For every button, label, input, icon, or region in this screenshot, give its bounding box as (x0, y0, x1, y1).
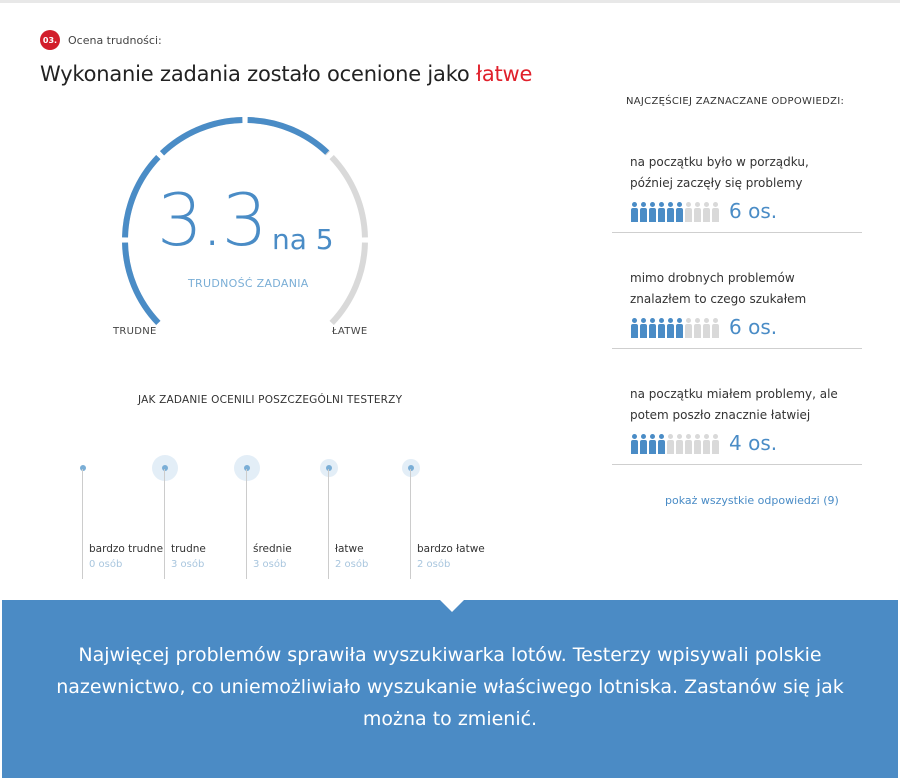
rating-dot (80, 465, 86, 471)
section-number-badge: 03. (40, 30, 60, 50)
person-icon (711, 202, 719, 222)
person-head (695, 202, 700, 207)
person-body (685, 324, 692, 338)
person-body (658, 440, 665, 454)
person-body (676, 440, 683, 454)
person-icon (657, 434, 665, 454)
person-body (694, 440, 701, 454)
person-head (632, 318, 637, 323)
rating-count: 3 osób (171, 559, 205, 570)
person-icon (648, 318, 656, 338)
rating-count: 3 osób (253, 559, 287, 570)
person-head (677, 318, 682, 323)
title-text: Wykonanie zadania zostało ocenione jako (40, 62, 477, 86)
person-body (631, 440, 638, 454)
person-body (649, 324, 656, 338)
person-head (659, 434, 664, 439)
gauge-track-segment (332, 243, 365, 323)
person-head (632, 434, 637, 439)
answer-divider (612, 232, 862, 233)
person-head (677, 202, 682, 207)
person-head (650, 318, 655, 323)
person-head (668, 434, 673, 439)
person-head (713, 318, 718, 323)
answer-count: 6 os. (729, 199, 778, 223)
rating-label: średnie (253, 543, 292, 555)
person-icon (666, 202, 674, 222)
person-icon (675, 202, 683, 222)
person-head (686, 202, 691, 207)
person-body (667, 324, 674, 338)
person-icon (630, 318, 638, 338)
gauge-fill-segment (125, 157, 158, 237)
person-icon (684, 202, 692, 222)
banner-notch (440, 600, 464, 612)
person-body (712, 440, 719, 454)
person-icon (666, 318, 674, 338)
answer-count: 6 os. (729, 315, 778, 339)
page-title (40, 62, 532, 86)
person-head (641, 318, 646, 323)
person-icon (702, 434, 710, 454)
person-body (649, 440, 656, 454)
answer-item (612, 152, 862, 270)
rating-count: 0 osób (89, 559, 123, 570)
person-icon (648, 434, 656, 454)
tester-ratings (0, 455, 520, 585)
rating-column (50, 455, 164, 575)
people-icons (630, 202, 719, 222)
person-icon (693, 202, 701, 222)
answer-text: mimo drobnych problemów znalazłem to czego szukałem (630, 271, 807, 306)
rating-label: łatwe (335, 543, 364, 555)
person-body (640, 440, 647, 454)
person-icon (657, 202, 665, 222)
section-header (40, 30, 162, 50)
person-head (650, 202, 655, 207)
gauge-scale: na 5 (272, 223, 334, 256)
person-body (658, 324, 665, 338)
person-head (713, 434, 718, 439)
gauge-caption: TRUDNOŚĆ ZADANIA (188, 277, 309, 290)
person-icon (666, 434, 674, 454)
summary-text: Najwięcej problemów sprawiła wyszukiwarka lotów. Testerzy wpisywali polskie nazewnictwo, co uniemożliwiało wyszukanie właściwego lotniska. Zastanów się jak można to zmienić. (56, 644, 844, 730)
person-head (659, 318, 664, 323)
rating-count: 2 osób (335, 559, 369, 570)
person-head (668, 202, 673, 207)
person-icon (675, 434, 683, 454)
testers-title: JAK ZADANIE OCENILI POSZCZEGÓLNI TESTERZY (138, 394, 403, 406)
top-divider (0, 0, 900, 3)
answer-text: na początku miałem problemy, ale potem poszło znacznie łatwiej (630, 387, 838, 422)
rating-count: 2 osób (417, 559, 451, 570)
person-body (712, 208, 719, 222)
gauge-fill-segment (248, 120, 328, 152)
person-body (649, 208, 656, 222)
person-body (703, 440, 710, 454)
rating-dot (408, 465, 414, 471)
person-body (694, 208, 701, 222)
person-icon (630, 202, 638, 222)
person-body (631, 324, 638, 338)
answer-divider (612, 348, 862, 349)
person-head (659, 202, 664, 207)
person-icon (639, 318, 647, 338)
rating-stem (82, 469, 83, 579)
answer-text: na początku było w porządku, później zaczęły się problemy (630, 155, 809, 190)
rating-column (132, 455, 222, 575)
person-head (677, 434, 682, 439)
person-head (695, 434, 700, 439)
person-icon (684, 434, 692, 454)
gauge-track-segment (332, 157, 365, 237)
rating-stem (164, 469, 165, 579)
show-all-answers-link[interactable]: pokaż wszystkie odpowiedzi (9) (665, 494, 839, 507)
person-head (704, 202, 709, 207)
section-label: Ocena trudności: (68, 33, 162, 47)
rating-label: bardzo łatwe (417, 543, 485, 555)
person-body (703, 208, 710, 222)
rating-stem (410, 469, 411, 579)
person-icon (639, 434, 647, 454)
person-head (641, 434, 646, 439)
person-body (640, 208, 647, 222)
person-icon (648, 202, 656, 222)
person-icon (684, 318, 692, 338)
rating-column (378, 455, 485, 575)
person-head (713, 202, 718, 207)
rating-column (214, 455, 304, 575)
person-icon (702, 318, 710, 338)
answer-count: 4 os. (729, 431, 778, 455)
person-body (658, 208, 665, 222)
person-body (685, 440, 692, 454)
person-icon (657, 318, 665, 338)
person-icon (711, 434, 719, 454)
person-body (640, 324, 647, 338)
people-icons (630, 434, 719, 454)
gauge-fill-segment (162, 120, 242, 153)
person-head (686, 434, 691, 439)
person-body (676, 324, 683, 338)
person-icon (675, 318, 683, 338)
title-accent: łatwe (476, 62, 533, 86)
rating-column (296, 455, 386, 575)
people-icons (630, 318, 719, 338)
person-icon (639, 202, 647, 222)
rating-stem (246, 469, 247, 579)
rating-stem (328, 469, 329, 579)
person-head (641, 202, 646, 207)
person-body (712, 324, 719, 338)
person-body (694, 324, 701, 338)
person-head (695, 318, 700, 323)
rating-label: bardzo trudne (89, 543, 164, 555)
answer-item (612, 268, 862, 386)
person-head (704, 434, 709, 439)
person-icon (693, 318, 701, 338)
person-body (685, 208, 692, 222)
answer-item (612, 384, 862, 502)
person-body (676, 208, 683, 222)
rating-dot (326, 465, 332, 471)
person-head (650, 434, 655, 439)
person-head (704, 318, 709, 323)
answers-title: NAJCZĘŚCIEJ ZAZNACZANE ODPOWIEDZI: (626, 96, 845, 107)
rating-label: trudne (171, 543, 206, 555)
person-head (632, 202, 637, 207)
rating-dot (244, 465, 250, 471)
gauge-fill-segment (125, 243, 158, 323)
person-icon (630, 434, 638, 454)
rating-dot (162, 465, 168, 471)
answer-divider (612, 464, 862, 465)
person-body (667, 440, 674, 454)
person-icon (693, 434, 701, 454)
person-icon (711, 318, 719, 338)
person-body (703, 324, 710, 338)
person-body (631, 208, 638, 222)
gauge-min-label: TRUDNE (113, 326, 157, 337)
gauge-max-label: ŁATWE (332, 326, 368, 337)
person-head (686, 318, 691, 323)
person-icon (702, 202, 710, 222)
person-head (668, 318, 673, 323)
person-body (667, 208, 674, 222)
gauge-value: 3.3 (157, 178, 266, 262)
